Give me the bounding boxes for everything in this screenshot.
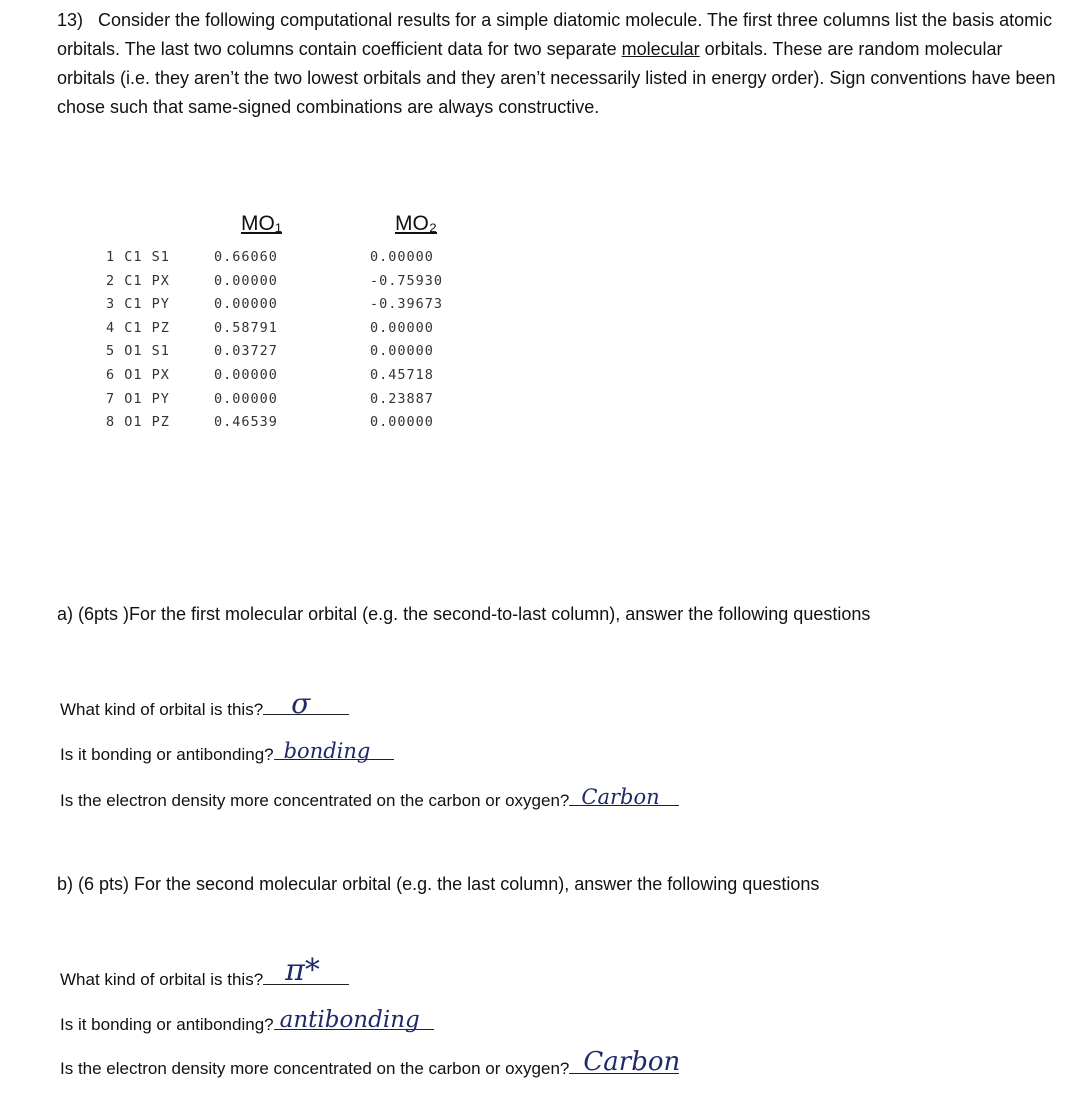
intro-text-b: orbitals. These are random molecular orbitals (i.e. they aren’t the two lowest orbitals and they aren’t necessarily listed in energy order). Sign conventions have been chose such that same-signed combinations are always constructive. — [57, 39, 1056, 117]
mo1-value: 0.46539 — [214, 414, 278, 431]
part-b-q2-text: Is it bonding or antibonding? — [60, 1015, 274, 1034]
row-label: 5 O1 S1 — [106, 343, 170, 360]
mo2-value: 0.45718 — [370, 367, 434, 383]
part-b-q3 — [60, 1047, 681, 1079]
part-a-a3: Carbon — [581, 785, 660, 809]
part-b-q1 — [60, 953, 349, 990]
mo2-value: 0.23887 — [370, 390, 434, 407]
intro-text-a: Consider the following computational results for a simple diatomic molecule. The first three columns list the basis atomic orbitals. The last two columns contain coefficient data for two separate — [57, 10, 1053, 59]
mo2-header: MO₂ — [395, 212, 437, 235]
part-a-q2-blank[interactable] — [274, 739, 394, 763]
mo1-value: 0.58791 — [214, 319, 278, 336]
question-number: 13) — [57, 10, 84, 30]
row-label: 3 C1 PY — [106, 296, 170, 313]
mo2-value: 0.00000 — [370, 343, 434, 360]
mo2-value: -0.39673 — [370, 296, 444, 313]
part-b-q3-text: Is the electron density more concentrated on the carbon or oxygen? — [60, 1059, 570, 1078]
mo1-value: 0.00000 — [214, 367, 278, 383]
mo1-value: 0.66060 — [214, 249, 278, 265]
mo2-value: -0.75930 — [370, 272, 444, 289]
part-b-q1-blank[interactable] — [263, 953, 349, 988]
mo1-value: 0.03727 — [214, 343, 278, 360]
row-label: 4 C1 PZ — [106, 319, 170, 336]
mo2-value: 0.00000 — [370, 249, 434, 265]
part-b-a1: π* — [285, 953, 320, 988]
part-b-q2 — [60, 1007, 434, 1035]
part-b-heading: b) (6 pts) For the second molecular orbital (e.g. the last column), answer the following questions — [57, 874, 820, 894]
row-label: 2 C1 PX — [106, 272, 170, 289]
part-a-a1: σ — [291, 687, 311, 720]
row-label: 6 O1 PX — [106, 367, 170, 383]
part-a-q2 — [60, 741, 394, 765]
part-a-a2: bonding — [283, 739, 371, 763]
mo1-value: 0.00000 — [214, 390, 278, 407]
part-b-q3-blank[interactable] — [569, 1047, 681, 1077]
row-label: 7 O1 PY — [106, 390, 170, 407]
part-a-q2-text: Is it bonding or antibonding? — [60, 745, 274, 764]
mo2-value: 0.00000 — [370, 414, 434, 431]
part-a-q1-text: What kind of orbital is this? — [60, 700, 264, 719]
mo1-value: 0.00000 — [214, 272, 278, 289]
part-b-a3: Carbon — [583, 1047, 681, 1077]
part-a-q3 — [60, 787, 679, 811]
part-b-q1-text: What kind of orbital is this? — [60, 970, 264, 989]
mo1-header: MO₁ — [241, 212, 282, 235]
question-intro — [57, 6, 1057, 122]
part-a-q3-blank[interactable] — [569, 785, 679, 809]
part-a-q3-text: Is the electron density more concentrated on the carbon or oxygen? — [60, 791, 570, 810]
mo1-value: 0.00000 — [214, 296, 278, 313]
part-b-a2: antibonding — [279, 1007, 420, 1033]
row-label: 8 O1 PZ — [106, 414, 170, 431]
mo2-value: 0.00000 — [370, 319, 434, 336]
part-a-q1-blank[interactable] — [263, 687, 349, 720]
intro-underlined-word: molecular — [621, 39, 700, 59]
part-a-q1 — [60, 687, 349, 720]
part-b-q2-blank[interactable] — [274, 1007, 434, 1033]
row-label: 1 C1 S1 — [106, 249, 170, 265]
part-a-heading: a) (6pts )For the first molecular orbital (e.g. the second-to-last column), answer the following questions — [57, 604, 871, 624]
